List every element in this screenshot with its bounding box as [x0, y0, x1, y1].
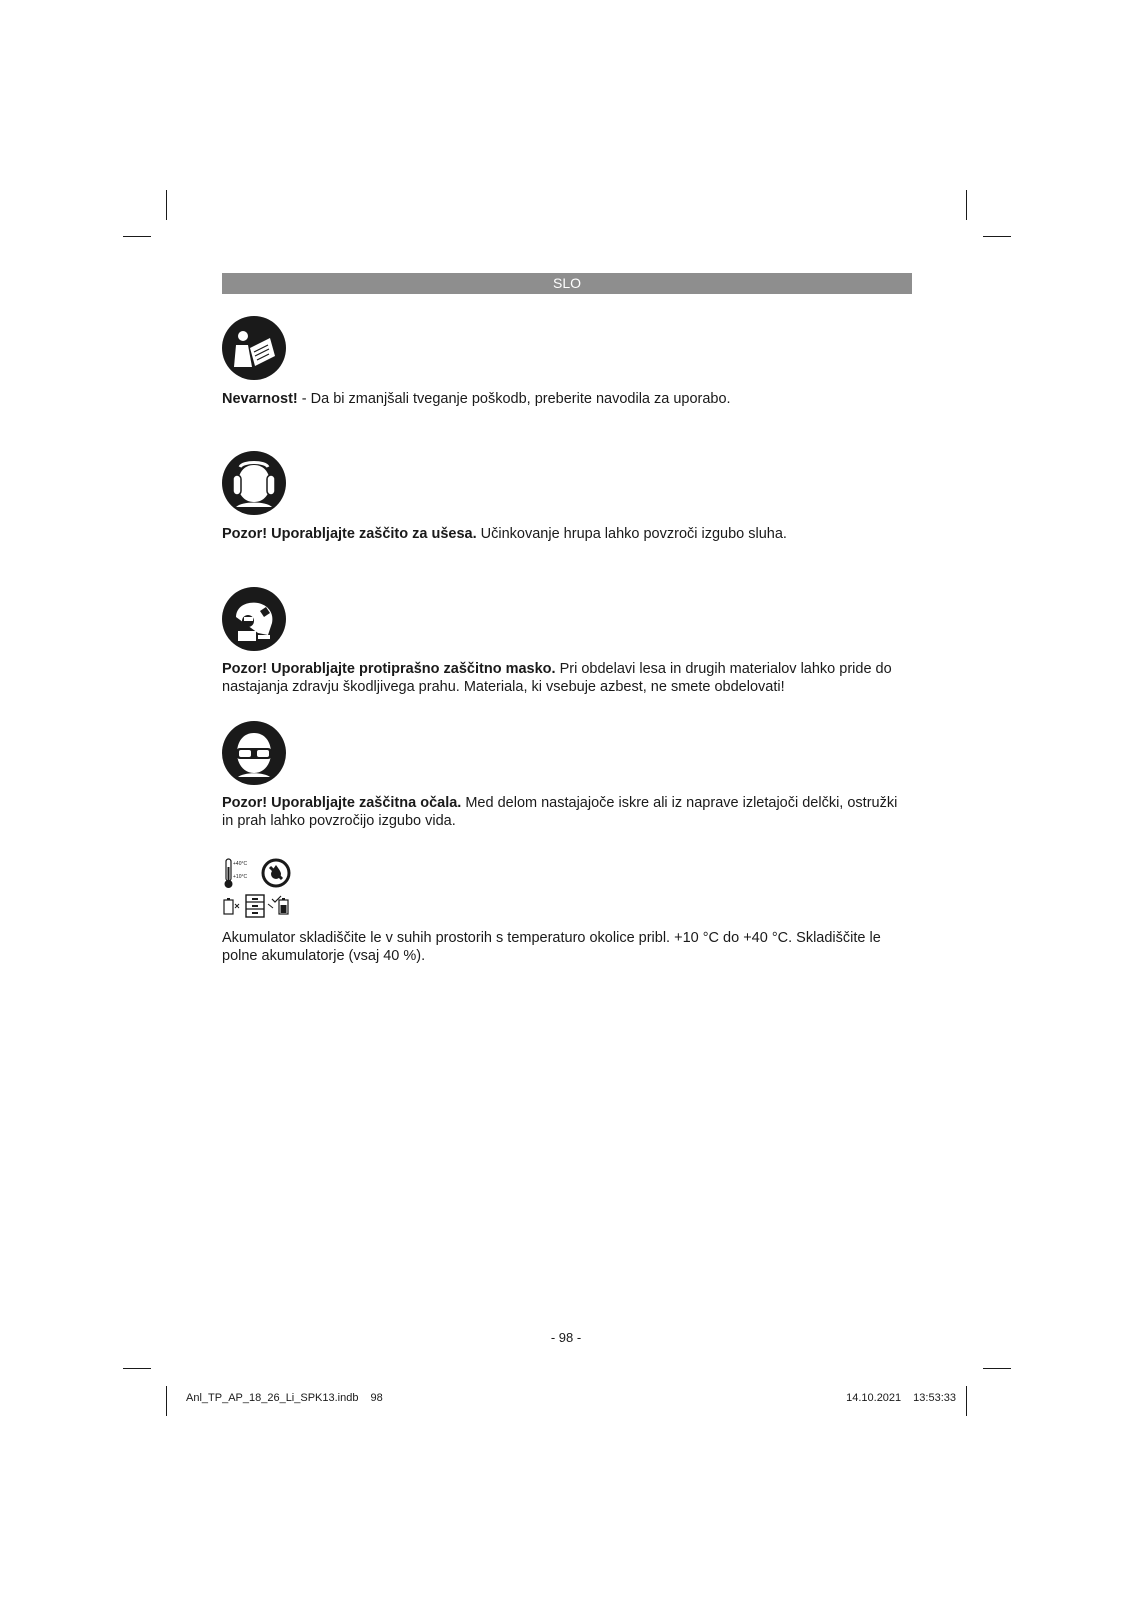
warning-description: Med delom nastajajoče iskre ali iz naprave izletajoči delčki, ostružki in prah lahko povzročijo izgubo vida. [222, 795, 898, 829]
footer-time: 13:53:33 [913, 1392, 956, 1404]
page-number: - 98 - [550, 1330, 582, 1345]
warning-description: - Da bi zmanjšali tveganje poškodb, preberite navodila za uporabo. [297, 391, 731, 407]
warning-text [222, 794, 912, 830]
warning-text [222, 660, 912, 696]
warning-label: Pozor! Uporabljajte zaščitna očala. [222, 795, 462, 811]
warning-label: Nevarnost! [222, 391, 298, 407]
crop-mark [966, 190, 967, 220]
min-temp-label: +10°C [233, 874, 248, 880]
storage-text [222, 929, 912, 965]
warning-description: Učinkovanje hrupa lahko povzroči izgubo sluha. [476, 526, 787, 542]
footer-timestamp [834, 1392, 956, 1404]
warning-label: Pozor! Uporabljajte protiprašno zaščitno masko. [222, 661, 556, 677]
footer-file-page: 98 [370, 1392, 383, 1404]
crop-mark [966, 1386, 967, 1416]
ear-protection-icon [222, 451, 286, 515]
language-header-bar [222, 273, 912, 294]
crop-mark [983, 1368, 1011, 1369]
crop-mark [166, 190, 167, 220]
crop-mark [123, 236, 151, 237]
language-label: SLO [552, 275, 581, 291]
dust-mask-icon [222, 587, 286, 651]
read-manual-icon [222, 316, 286, 380]
warning-description: Pri obdelavi lesa in drugih materialov lahko pride do nastajanja zdravju škodljivega prahu. Materiala, ki vsebuje azbest, ne smete obdelovati! [222, 661, 892, 695]
max-temp-label: +40°C [233, 861, 248, 867]
crop-mark [123, 1368, 151, 1369]
crop-mark [983, 236, 1011, 237]
footer-file-info [186, 1392, 383, 1404]
warning-text [222, 390, 912, 408]
safety-goggles-icon [222, 721, 286, 785]
warning-text [222, 525, 912, 543]
footer-filename: Anl_TP_AP_18_26_Li_SPK13.indb [186, 1392, 359, 1404]
crop-mark [166, 1386, 167, 1416]
footer-date: 14.10.2021 [846, 1392, 902, 1404]
storage-description: Akumulator skladiščite le v suhih prostorih s temperaturo okolice pribl. +10 °C do +40 °C. Skladiščite le polne akumulatorje (vsaj 40 %). [222, 930, 881, 964]
warning-label: Pozor! Uporabljajte zaščito za ušesa. [222, 526, 477, 542]
battery-storage-icon [222, 857, 292, 919]
